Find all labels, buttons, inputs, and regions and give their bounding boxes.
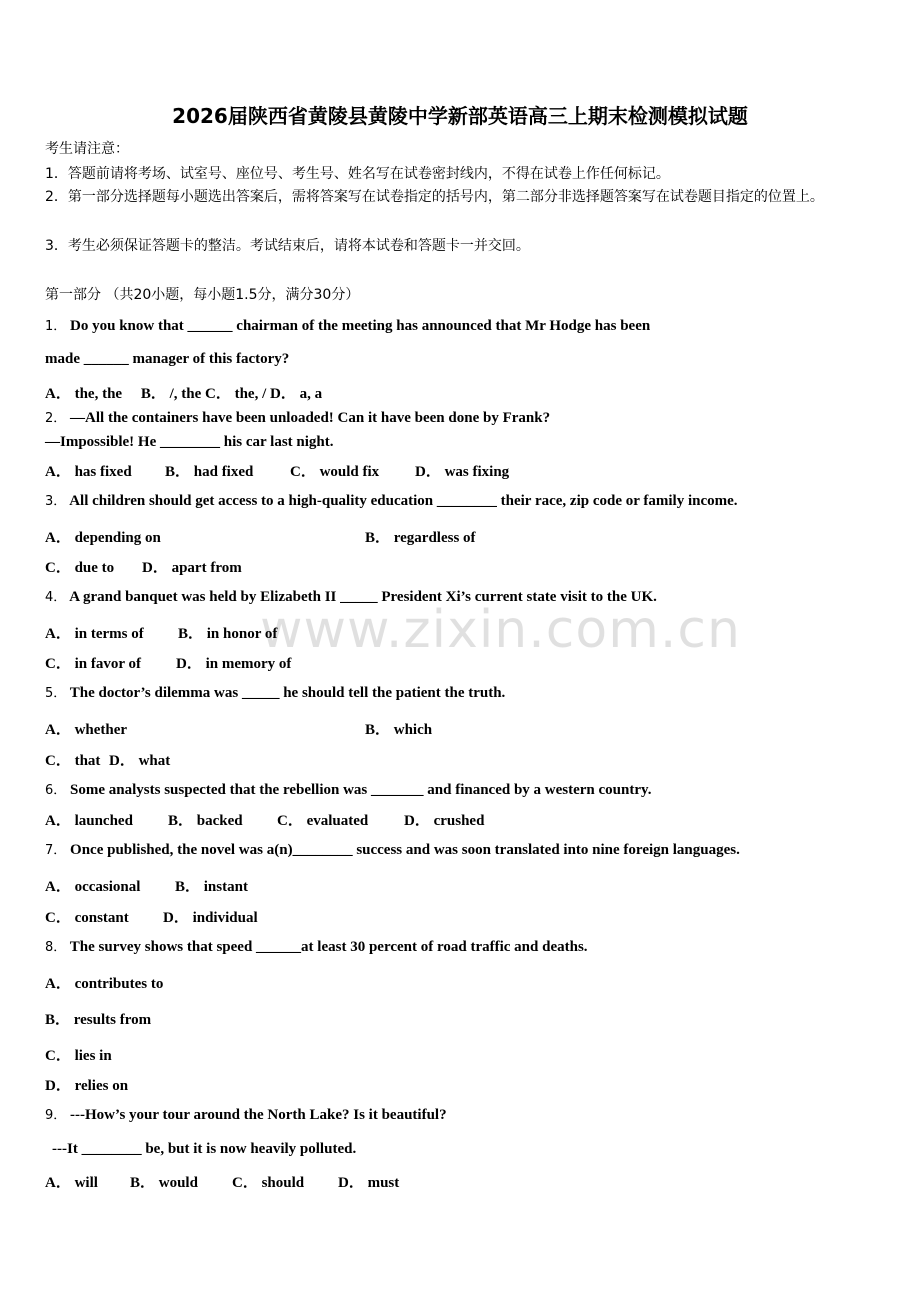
question-4: [45, 586, 657, 606]
option-c: C． evaluated: [277, 813, 369, 829]
option-c: C． that: [45, 753, 101, 769]
question-text: The survey shows that speed ______at least 30 percent of road traffic and deaths.: [69, 939, 588, 955]
question-number: 3．: [45, 494, 67, 509]
question-text-continued: ---It ________ be, but it is now heavily polluted.: [52, 1141, 357, 1157]
question-text: All children should get access to a high-quality education ________ their race, zip code or family income.: [69, 493, 738, 509]
option-a: A． will: [45, 1175, 98, 1191]
question-text-continued: —Impossible! He ________ his car last night.: [45, 434, 334, 450]
option-c: C． should: [232, 1175, 305, 1191]
watermark: www.zixin.com.cn: [260, 600, 741, 660]
notice-item: 2．第一部分选择题每小题选出答案后，需将答案写在试卷指定的括号内，第二部分非选择题答案写在试卷题目指定的位置上。: [45, 189, 824, 205]
question-number: 8．: [45, 940, 67, 955]
option-c: C． lies in: [45, 1048, 112, 1064]
question-number: 5．: [45, 686, 67, 701]
option-b: B． in honor of: [178, 626, 278, 642]
option-b: B． would: [130, 1175, 198, 1191]
question-number: 4．: [45, 590, 67, 605]
option-c: C． would fix: [290, 464, 380, 480]
question-8: [45, 936, 588, 956]
section-heading: 第一部分 （共20小题，每小题1.5分，满分30分）: [45, 287, 360, 303]
question-text: The doctor’s dilemma was _____ he should tell the patient the truth.: [69, 685, 506, 701]
option-b: B． had fixed: [165, 464, 254, 480]
notice-item: 3．考生必须保证答题卡的整洁。考试结束后，请将本试卷和答题卡一并交回。: [45, 238, 530, 254]
question-2: [45, 407, 550, 427]
option-d: D． must: [338, 1175, 400, 1191]
question-number: 2．: [45, 411, 67, 426]
question-number: 1．: [45, 319, 67, 334]
option-a: A． in terms of: [45, 626, 144, 642]
question-3: [45, 490, 738, 510]
notice-item: 1．答题前请将考场、试室号、座位号、考生号、姓名写在试卷密封线内，不得在试卷上作任何标记。: [45, 166, 670, 182]
question-9: [45, 1104, 447, 1124]
question-text: Do you know that ______ chairman of the meeting has announced that Mr Hodge has been: [70, 318, 651, 334]
option-b: B． results from: [45, 1012, 152, 1028]
answer-options: A． the, the B． /, the C． the, / D． a, a: [45, 386, 323, 402]
question-text: A grand banquet was held by Elizabeth II _____ President Xi’s current state visit to the UK.: [69, 589, 657, 605]
question-number: 9．: [45, 1108, 67, 1123]
question-6: [45, 779, 651, 799]
option-d: D． individual: [163, 910, 258, 926]
question-text: Once published, the novel was a(n)________ success and was soon translated into nine foreign languages.: [70, 842, 740, 858]
option-d: D． was fixing: [415, 464, 510, 480]
question-5: [45, 682, 505, 702]
option-d: D． what: [109, 753, 171, 769]
page-title: 2026届陕西省黄陵县黄陵中学新部英语高三上期末检测模拟试题: [172, 104, 748, 128]
question-text: Some analysts suspected that the rebellion was _______ and financed by a western country.: [70, 782, 652, 798]
option-b: B． backed: [168, 813, 243, 829]
option-b: B． regardless of: [365, 530, 476, 546]
question-number: 7．: [45, 843, 67, 858]
notice-heading: 考生请注意：: [45, 141, 129, 157]
question-7: [45, 839, 740, 859]
option-a: A． whether: [45, 722, 128, 738]
option-b: B． which: [365, 722, 433, 738]
question-1: [45, 315, 650, 335]
option-c: C． constant: [45, 910, 129, 926]
question-text: ---How’s your tour around the North Lake? Is it beautiful?: [70, 1107, 447, 1123]
option-c: C． in favor of: [45, 656, 141, 672]
question-number: 6．: [45, 783, 67, 798]
option-b: B． instant: [175, 879, 248, 895]
option-d: D． apart from: [142, 560, 242, 576]
option-a: A． launched: [45, 813, 133, 829]
option-d: D． in memory of: [176, 656, 292, 672]
option-a: A． contributes to: [45, 976, 164, 992]
option-d: D． crushed: [404, 813, 485, 829]
option-a: A． depending on: [45, 530, 161, 546]
option-a: A． occasional: [45, 879, 141, 895]
option-a: A． has fixed: [45, 464, 132, 480]
question-text: —All the containers have been unloaded! Can it have been done by Frank?: [70, 410, 551, 426]
question-text-continued: made ______ manager of this factory?: [45, 351, 290, 367]
option-c: C． due to: [45, 560, 115, 576]
option-d: D． relies on: [45, 1078, 129, 1094]
